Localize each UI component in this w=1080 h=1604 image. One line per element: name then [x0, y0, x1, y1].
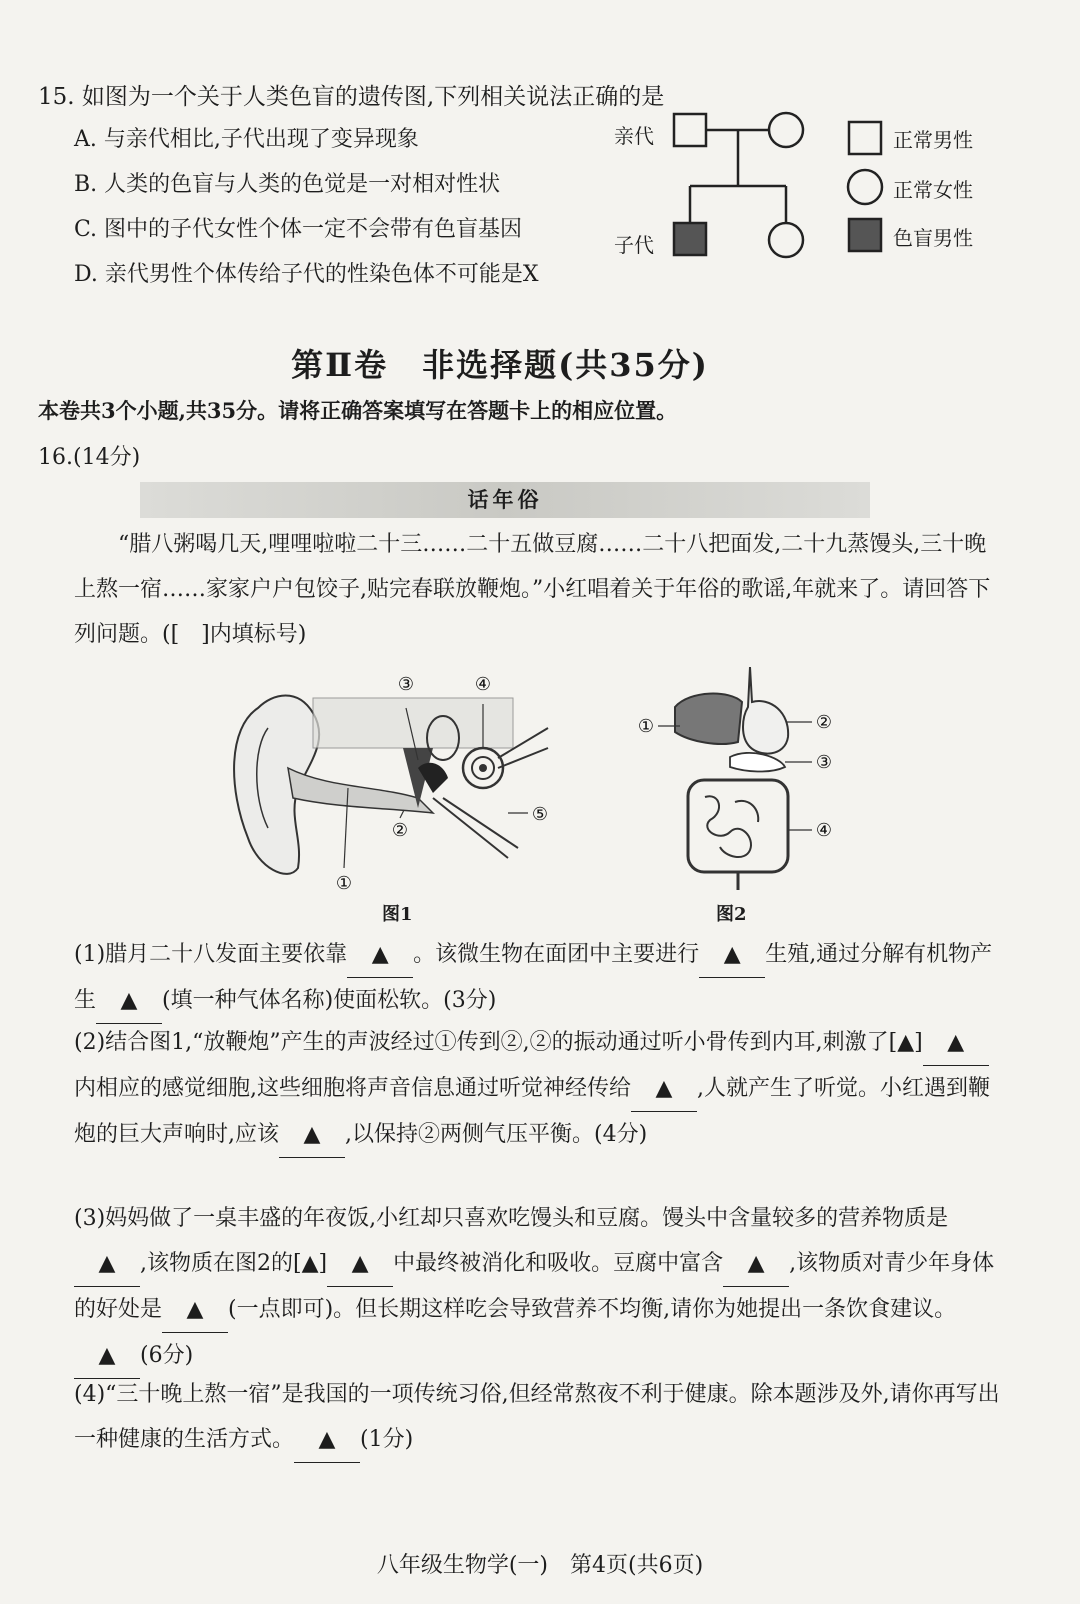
answer-blank[interactable]: ▲: [162, 1287, 228, 1333]
q16-sub3: (3)妈妈做了一桌丰盛的年夜饭,小红却只喜欢吃馒头和豆腐。馒头中含量较多的营养物质是▲ ,该物质在图2的[▲] ▲ 中最终被消化和吸收。豆腐中富含 ▲ ,该物质对青少年身体的好处是 ▲ (一点即可)。但长期这样吃会导致营养不均衡,请你为她提出一条饮食建议。▲ (6分): [74, 1196, 1004, 1379]
q15-option-c: C. 图中的子代女性个体一定不会带有色盲基因: [74, 217, 523, 242]
ear-label-5: ⑤: [531, 804, 549, 825]
child-colorblind-male-symbol: [674, 223, 706, 255]
ear-label-1: ①: [335, 873, 353, 894]
q15-option-a: A. 与亲代相比,子代出现了变异现象: [74, 127, 419, 152]
section-description: 本卷共3个小题,共35分。请将正确答案填写在答题卡上的相应位置。: [38, 398, 678, 423]
legend-normal-male-icon: [849, 122, 881, 154]
q16-heading: 16.(14分): [38, 445, 141, 470]
child-female-symbol: [769, 223, 803, 257]
digestive-label-4: ④: [815, 820, 833, 841]
q16-intro-paragraph: “腊八粥喝几天,哩哩啦啦二十三……二十五做豆腐……二十八把面发,二十九蒸馒头,三十晚上熬一宿……家家户户包饺子,贴完春联放鞭炮。”小红唱着关于年俗的歌谣,年就来了。请回答下列问题。([ ]内填标号): [74, 532, 991, 647]
answer-blank[interactable]: ▲: [279, 1112, 345, 1158]
answer-blank[interactable]: ▲: [74, 1333, 140, 1379]
pedigree-child-label: 子代: [614, 233, 654, 257]
ear-label-4: ④: [474, 674, 492, 695]
topic-banner: [140, 482, 870, 518]
figure-1-caption: 图1: [382, 904, 413, 925]
q15-option-d: D. 亲代男性个体传给子代的性染色体不可能是X: [74, 262, 539, 287]
ear-label-2: ②: [391, 820, 409, 841]
q16-sub2: (2)结合图1,“放鞭炮”产生的声波经过①传到②,②的振动通过听小骨传到内耳,刺激了[▲] ▲内相应的感觉细胞,这些细胞将声音信息通过听觉神经传给 ▲ ,人就产生了听觉。小红遇到鞭炮的巨大声响时,应该 ▲ ,以保持②两侧气压平衡。(4分): [74, 1020, 1004, 1158]
answer-blank[interactable]: ▲: [74, 1241, 140, 1287]
legend-colorblind-male: 色盲男性: [893, 226, 973, 250]
answer-blank[interactable]: ▲: [327, 1241, 393, 1287]
ear-label-3: ③: [397, 674, 415, 695]
answer-blank[interactable]: ▲: [923, 1020, 989, 1066]
q16-sub4: (4)“三十晚上熬一宿”是我国的一项传统习俗,但经常熬夜不利于健康。除本题涉及外,请你再写出一种健康的生活方式。 ▲ (1分): [74, 1372, 1004, 1463]
answer-blank[interactable]: ▲: [631, 1066, 697, 1112]
figure-2-caption: 图2: [716, 904, 747, 925]
q16-sub1: (1)腊月二十八发面主要依靠 ▲ 。该微生物在面团中主要进行 ▲ 生殖,通过分解有机物产生 ▲ (填一种气体名称)使面松软。(3分): [74, 932, 1004, 1024]
digestive-label-1: ①: [637, 716, 655, 737]
section-title: 第Ⅱ卷 非选择题(共35分): [291, 346, 709, 384]
parent-male-symbol: [674, 114, 706, 146]
pedigree-chart: [660, 100, 830, 270]
figure-digestive-diagram: [630, 662, 850, 902]
parent-female-symbol: [769, 113, 803, 147]
legend-normal-female-icon: [848, 170, 882, 204]
topic-banner-title: 话年俗: [467, 487, 543, 512]
digestive-label-3: ③: [815, 752, 833, 773]
pedigree-parent-label: 亲代: [614, 124, 654, 148]
legend-normal-female: 正常女性: [893, 178, 973, 202]
page-footer: 八年级生物学(一) 第4页(共6页): [376, 1553, 704, 1578]
q15-stem: 15. 如图为一个关于人类色盲的遗传图,下列相关说法正确的是: [38, 84, 665, 110]
answer-blank[interactable]: ▲: [347, 932, 413, 978]
bracket-blank[interactable]: ▲: [897, 1030, 915, 1055]
answer-blank[interactable]: ▲: [699, 932, 765, 978]
figure-ear-diagram: [218, 668, 558, 898]
answer-blank[interactable]: ▲: [96, 978, 162, 1024]
legend-normal-male: 正常男性: [893, 128, 973, 152]
answer-blank[interactable]: ▲: [294, 1417, 360, 1463]
q15-option-b: B. 人类的色盲与人类的色觉是一对相对性状: [74, 172, 501, 197]
legend-colorblind-male-icon: [849, 219, 881, 251]
answer-blank[interactable]: ▲: [723, 1241, 789, 1287]
digestive-label-2: ②: [815, 712, 833, 733]
pedigree-legend: [845, 118, 885, 258]
bracket-blank[interactable]: ▲: [301, 1251, 319, 1276]
